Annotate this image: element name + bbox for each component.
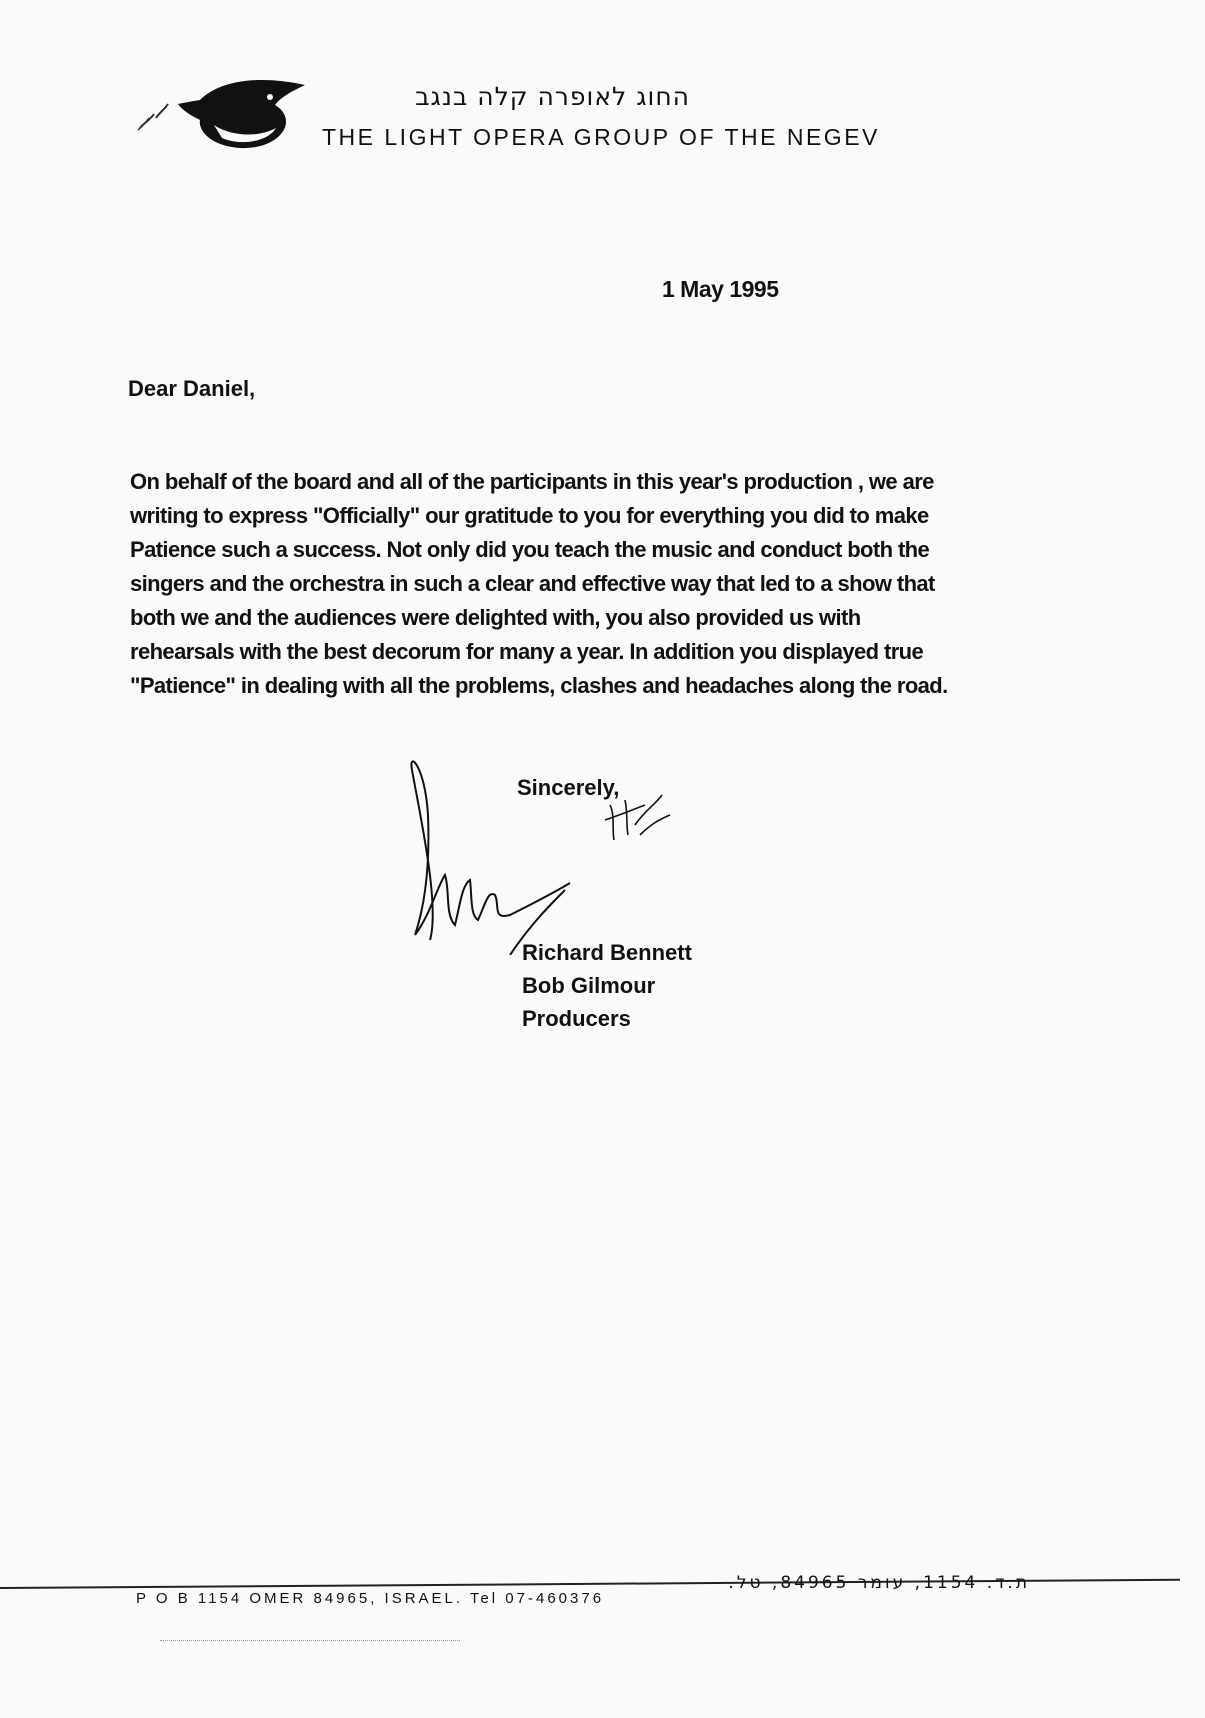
footer-address-hebrew: ת.ד. 1154, עומר 84965, טל.: [728, 1573, 1030, 1593]
body-line: On behalf of the board and all of the participants in this year's production , we are: [130, 469, 934, 494]
footer-address-english: P O B 1154 OMER 84965, ISRAEL. Tel 07-460376: [136, 1590, 605, 1607]
salutation: Dear Daniel,: [128, 376, 256, 401]
letter-date: 1 May 1995: [662, 276, 779, 302]
signatory-role: Producers: [522, 1006, 631, 1031]
signatory-name: Richard Bennett: [522, 940, 692, 965]
org-name-hebrew: החוג לאופרה קלה בנגב: [415, 82, 690, 111]
body-line: Patience such a success. Not only did you teach the music and conduct both the: [130, 537, 930, 562]
scan-artifact: [160, 1640, 460, 1643]
signatories: [522, 936, 692, 1035]
letter-body: [130, 465, 1020, 703]
dove-logo-icon: [130, 70, 330, 170]
body-line: writing to express "Officially" our gratitude to you for everything you did to make: [130, 503, 929, 528]
body-line: both we and the audiences were delighted with, you also provided us with: [130, 605, 861, 630]
body-line: rehearsals with the best decorum for many a year. In addition you displayed true: [130, 639, 924, 664]
body-line: singers and the orchestra in such a clear and effective way that led to a show that: [130, 571, 935, 596]
signatory-name: Bob Gilmour: [522, 973, 656, 998]
org-name-english: THE LIGHT OPERA GROUP OF THE NEGEV: [322, 124, 880, 150]
closing: Sincerely,: [517, 775, 620, 800]
body-line: "Patience" in dealing with all the problems, clashes and headaches along the road.: [130, 673, 948, 698]
